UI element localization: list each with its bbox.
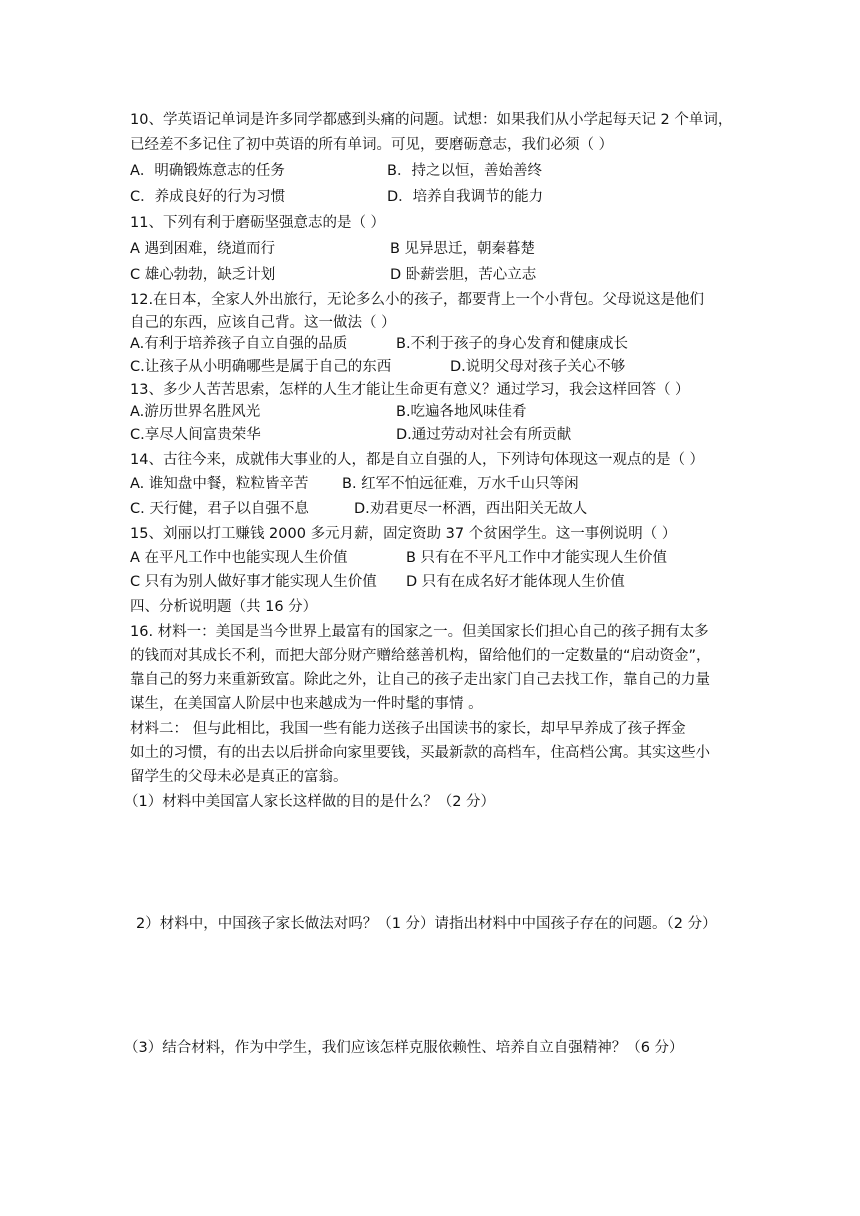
q10-stem-line2: 已经差不多记住了初中英语的所有单词。可见，要磨砺意志，我们必须（ ） [130, 137, 614, 153]
q16-subquestion-1: （1）材料中美国富人家长这样做的目的是什么？（2 分） [124, 794, 496, 810]
q12-option-a: A.有利于培养孩子自立自强的品质 [130, 336, 348, 352]
q11-option-d: D 卧薪尝胆，苦心立志 [390, 267, 537, 283]
q16-material1-line3: 靠自己的努力来重新致富。除此之外，让自己的孩子走出家门自己去找工作，靠自己的力量 [130, 672, 710, 688]
q13-stem: 13、多少人苦苦思索，怎样的人生才能让生命更有意义？通过学习，我会这样回答（ ） [130, 382, 690, 398]
q11-option-b: B 见异思迁，朝秦暮楚 [390, 241, 536, 257]
q15-option-a: A 在平凡工作中也能实现人生价值 [130, 550, 348, 566]
q12-option-d: D.说明父母对孩子关心不够 [450, 359, 626, 375]
q11-stem: 11、下列有利于磨砺坚强意志的是（ ） [130, 215, 386, 231]
q14-option-c: C. 天行健，君子以自强不息 [130, 501, 309, 517]
q15-stem: 15、刘丽以打工赚钱 2000 多元月薪，固定资助 37 个贫困学生。这一事例说明（ ） [130, 526, 677, 542]
q16-material1-line1: 16. 材料一：美国是当今世界上最富有的国家之一。但美国家长们担心自己的孩子拥有太多 [130, 624, 709, 640]
q10-option-b: B．持之以恒，善始善终 [387, 163, 542, 179]
q16-subquestion-3: （3）结合材料，作为中学生，我们应该怎样克服依赖性、培养自立自强精神？（6 分） [124, 1040, 684, 1056]
q15-option-b: B 只有在不平凡工作中才能实现人生价值 [406, 550, 668, 566]
q16-subquestion-2: 2）材料中，中国孩子家长做法对吗？（1 分）请指出材料中中国孩子存在的问题。（2 分） [136, 916, 717, 932]
q12-stem-line1: 12.在日本，全家人外出旅行，无论多么小的孩子，都要背上一个小背包。父母说这是他们 [130, 292, 705, 308]
q10-option-a: A．明确锻炼意志的任务 [130, 163, 285, 179]
q12-option-b: B.不利于孩子的身心发育和健康成长 [396, 336, 629, 352]
q10-option-d: D．培养自我调节的能力 [387, 189, 544, 205]
q16-material2-line3: 留学生的父母未必是真正的富翁。 [130, 769, 348, 785]
q14-stem: 14、古往今来，成就伟大事业的人，都是自立自强的人，下列诗句体现这一观点的是（ ） [130, 452, 705, 468]
q16-material1-line4: 谋生，在美国富人阶层中也来越成为一件时髦的事情 。 [130, 696, 483, 712]
q12-option-c: C.让孩子从小明确哪些是属于自己的东西 [130, 359, 392, 375]
q13-option-c: C.享尽人间富贵荣华 [130, 427, 261, 443]
q11-option-a: A 遇到困难，绕道而行 [130, 241, 276, 257]
q16-material2-line1: 材料二： 但与此相比，我国一些有能力送孩子出国读书的家长，却早早养成了孩子挥金 [130, 721, 686, 737]
q14-option-b: B. 红军不怕远征难，万水千山只等闲 [342, 476, 579, 492]
q14-option-a: A. 谁知盘中餐，粒粒皆辛苦 [130, 476, 309, 492]
q13-option-d: D.通过劳动对社会有所贡献 [396, 427, 572, 443]
q16-material1-line2: 的钱而对其成长不利，而把大部分财产赠给慈善机构，留给他们的一定数量的“启动资金”， [130, 648, 711, 664]
q14-option-d: D.劝君更尽一杯酒，西出阳关无故人 [354, 501, 588, 517]
q12-stem-line2: 自己的东西，应该自己背。这一做法（ ） [130, 315, 396, 331]
q13-option-b: B.吃遍各地风味佳肴 [396, 404, 527, 420]
q11-option-c: C 雄心勃勃，缺乏计划 [130, 267, 276, 283]
section-heading: 四、分析说明题（共 16 分） [130, 599, 318, 615]
q10-stem-line1: 10、学英语记单词是许多同学都感到头痛的问题。试想：如果我们从小学起每天记 2 个单词， [130, 112, 733, 128]
q10-option-c: C．养成良好的行为习惯 [130, 189, 286, 205]
q13-option-a: A.游历世界名胜风光 [130, 404, 261, 420]
q16-material2-line2: 如土的习惯，有的出去以后拼命向家里要钱，买最新款的高档车，住高档公寓。其实这些小 [130, 745, 710, 761]
q15-option-c: C 只有为别人做好事才能实现人生价值 [130, 574, 377, 590]
q15-option-d: D 只有在成名好才能体现人生价值 [406, 574, 625, 590]
